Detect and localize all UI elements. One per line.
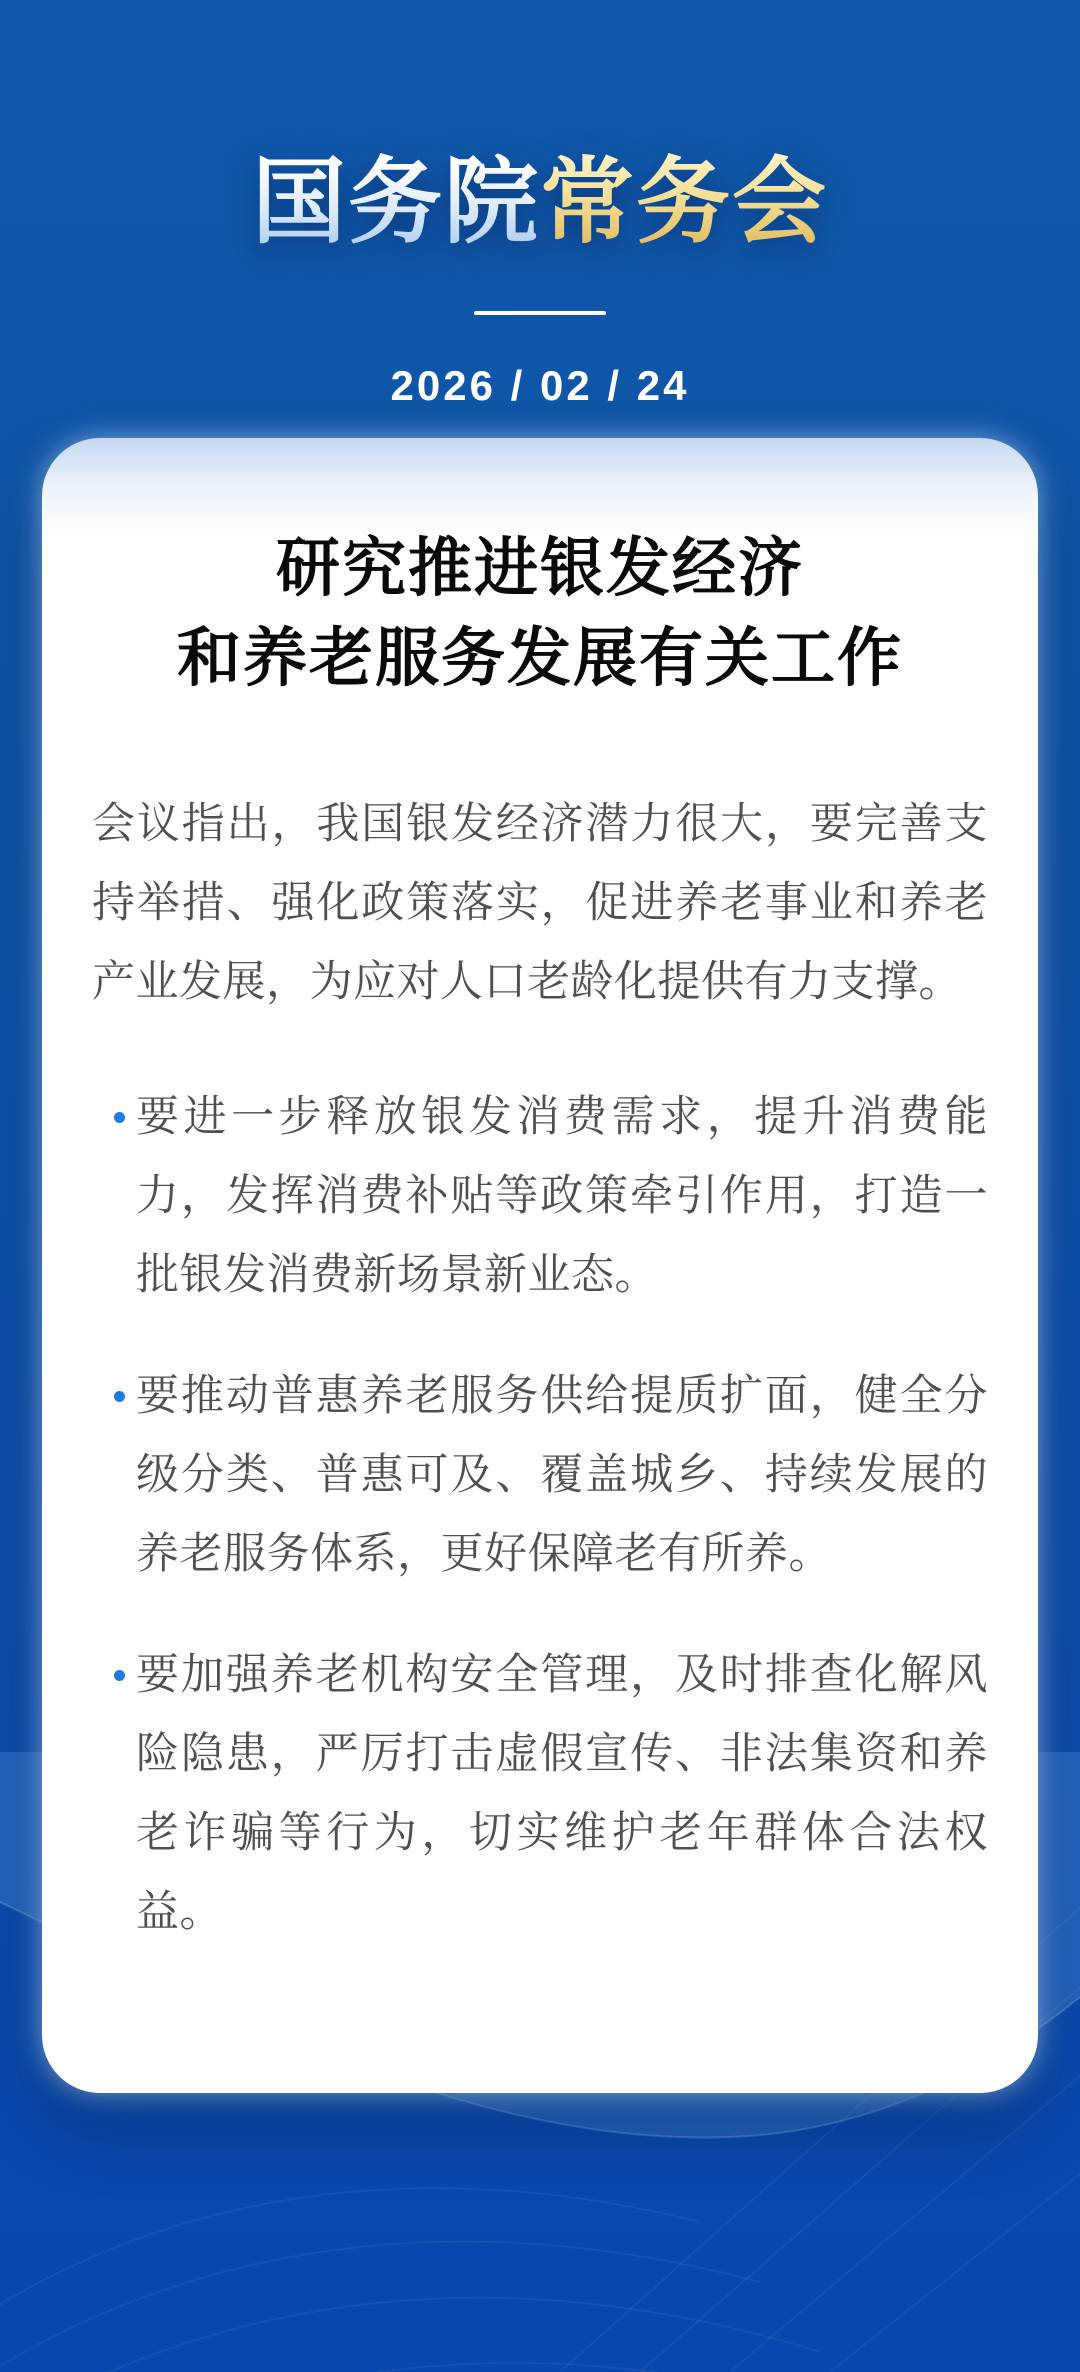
bullet-item-safety-management: 要加强养老机构安全管理，及时排查化解风险隐患，严厉打击虚假宣传、非法集资和养老诈骗等行为，切实维护老年群体合法权益。 <box>92 1636 988 1952</box>
page-title <box>0 149 1080 254</box>
bullet-item-inclusive-elder-care: 要推动普惠养老服务供给提质扩面，健全分级分类、普惠可及、覆盖城乡、持续发展的养老服务体系，更好保障老有所养。 <box>92 1357 988 1594</box>
meeting-date: 2026 / 02 / 24 <box>390 362 690 409</box>
card-title-line-2: 和养老服务发展有关工作 <box>177 623 903 694</box>
content-card <box>42 438 1038 2093</box>
card-title-line-1: 研究推进银发经济 <box>276 533 804 604</box>
intro-paragraph: 会议指出，我国银发经济潜力很大，要完善支持举措、强化政策落实，促进养老事业和养老产业发展，为应对人口老龄化提供有力支撑。 <box>92 800 988 1006</box>
page-title-blue-part: 国务院 <box>251 149 540 254</box>
title-divider <box>474 311 606 315</box>
card-title <box>92 524 988 704</box>
page-title-gold-part: 常务会 <box>540 149 829 254</box>
bullet-list <box>92 1078 988 1952</box>
bullet-item-consumption: 要进一步释放银发消费需求，提升消费能力，发挥消费补贴等政策牵引作用，打造一批银发消费新场景新业态。 <box>92 1078 988 1315</box>
